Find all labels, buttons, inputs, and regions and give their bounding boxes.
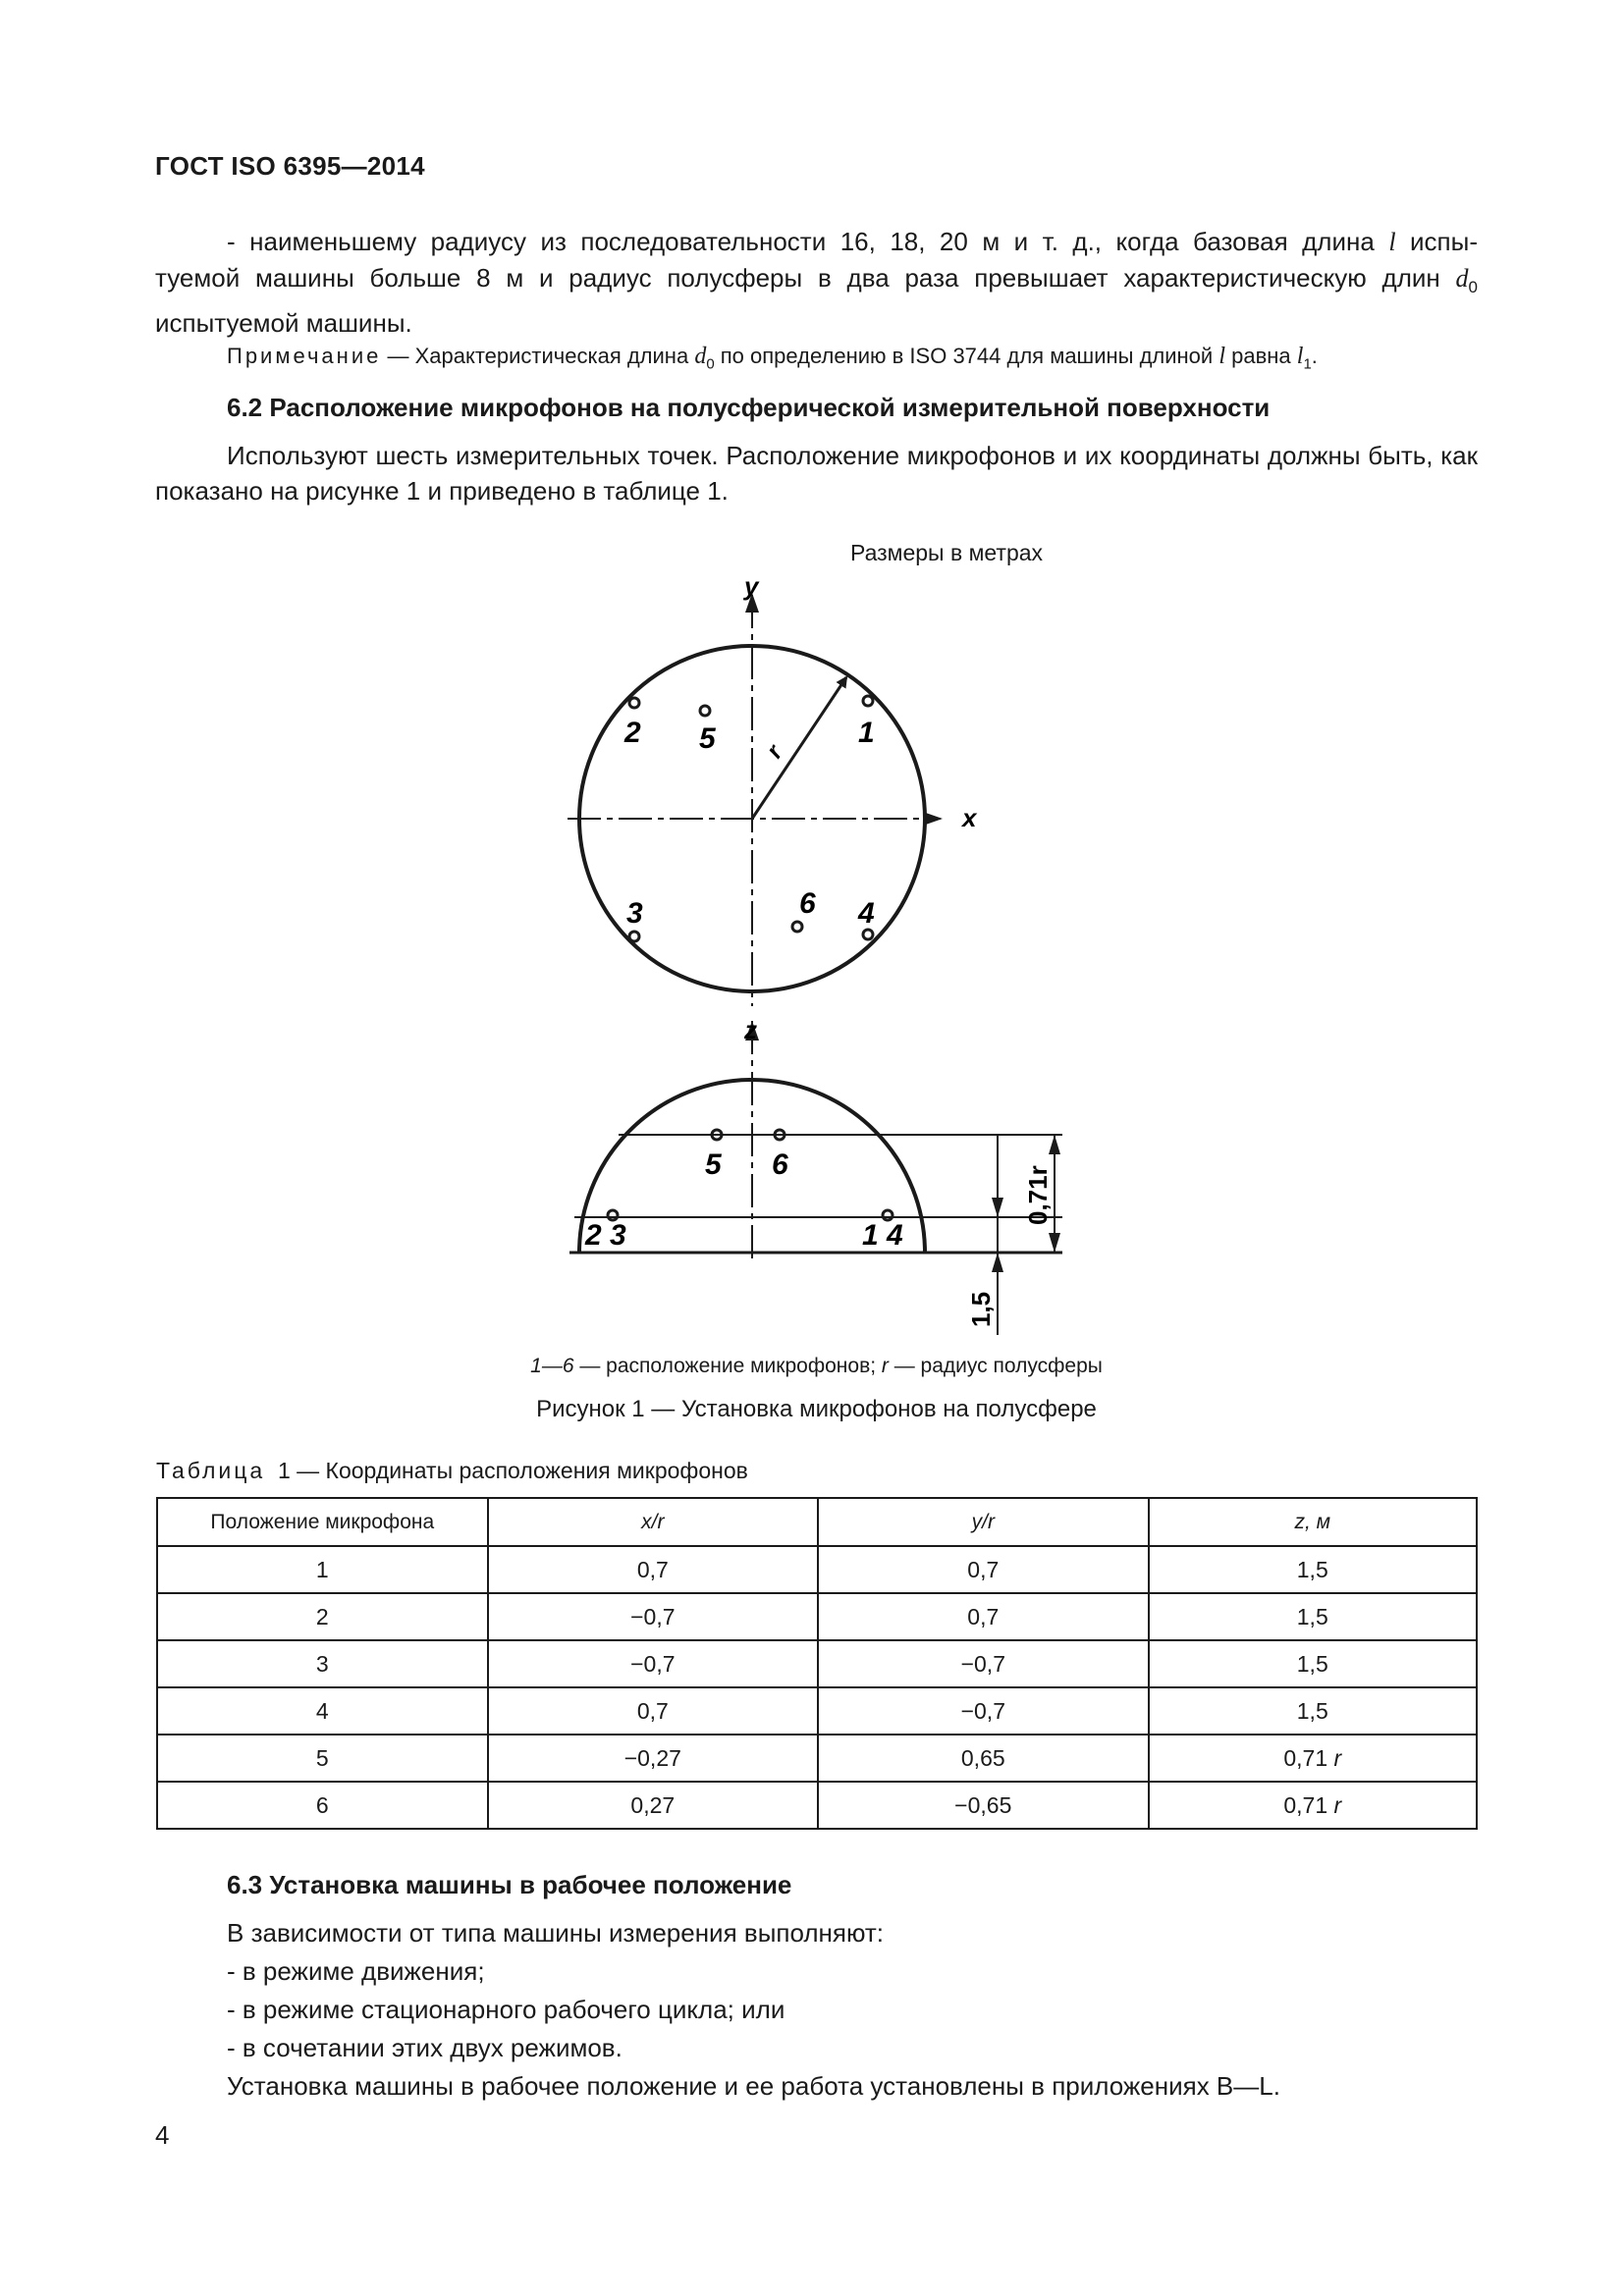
table-header: y/r bbox=[818, 1498, 1148, 1546]
page-number: 4 bbox=[155, 2120, 170, 2150]
dim-arrow-1-5-bottom bbox=[992, 1253, 1003, 1272]
dim-arrow-top bbox=[1049, 1135, 1060, 1154]
mic-label-6: 6 bbox=[799, 887, 816, 920]
list-item: - в сочетании этих двух режимов. bbox=[227, 2033, 623, 2062]
document-header: ГОСТ ISO 6395—2014 bbox=[155, 151, 425, 181]
dim-label-1-5: 1,5 bbox=[966, 1291, 996, 1327]
table-cell: 0,71 r bbox=[1149, 1735, 1477, 1782]
figure-dimensions-note: Размеры в метрах bbox=[850, 540, 1044, 565]
mic-point-1 bbox=[863, 696, 873, 706]
mic-point-2 bbox=[629, 698, 639, 708]
side-view bbox=[569, 1015, 1062, 1335]
table-cell: 1,5 bbox=[1149, 1687, 1477, 1735]
table-caption: Таблица 1 — Координаты расположения микрофонов bbox=[156, 1458, 748, 1483]
table-row bbox=[157, 1687, 1477, 1735]
mic-label-1: 1 bbox=[858, 717, 875, 749]
table-row bbox=[157, 1735, 1477, 1782]
x-axis-label: x bbox=[962, 803, 977, 832]
dim-label-0-71r: 0,71r bbox=[1023, 1165, 1053, 1225]
table-cell: 0,65 bbox=[818, 1735, 1148, 1782]
table-row bbox=[157, 1546, 1477, 1593]
mic-label-2: 2 bbox=[624, 717, 641, 749]
z-axis-label: z bbox=[744, 1015, 757, 1044]
section-6-3-lead: В зависимости от типа машины измерения выполняют: bbox=[227, 1918, 885, 1948]
table-cell: −0,7 bbox=[488, 1593, 818, 1640]
section-6-3-title: 6.3 Установка машины в рабочее положение bbox=[227, 1870, 792, 1899]
table-row bbox=[157, 1640, 1477, 1687]
table-cell: 4 bbox=[157, 1687, 488, 1735]
side-label-5: 5 bbox=[705, 1148, 722, 1181]
mic-point-5 bbox=[700, 706, 710, 716]
table-cell: 0,7 bbox=[488, 1687, 818, 1735]
table-cell: 3 bbox=[157, 1640, 488, 1687]
mic-point-4 bbox=[863, 930, 873, 939]
table-cell: −0,27 bbox=[488, 1735, 818, 1782]
table-cell: −0,7 bbox=[818, 1640, 1148, 1687]
note-label: Примечание bbox=[227, 344, 382, 368]
table-cell: −0,7 bbox=[488, 1640, 818, 1687]
mic-point-3 bbox=[629, 932, 639, 941]
list-item: - в режиме движения; bbox=[227, 1956, 485, 1986]
table-header: z, м bbox=[1149, 1498, 1477, 1546]
table-cell: 0,7 bbox=[488, 1546, 818, 1593]
mic-label-4: 4 bbox=[858, 897, 875, 930]
table-row bbox=[157, 1593, 1477, 1640]
side-label-1-4: 1 4 bbox=[862, 1219, 903, 1252]
section-6-3-closing: Установка машины в рабочее положение и ее работа установлены в приложениях B—L. bbox=[227, 2071, 1280, 2101]
section-6-3-body bbox=[227, 1914, 1280, 2106]
table-cell: −0,65 bbox=[818, 1782, 1148, 1829]
top-view bbox=[568, 571, 978, 1006]
side-label-6: 6 bbox=[772, 1148, 788, 1181]
table-cell: 6 bbox=[157, 1782, 488, 1829]
radius-label: r bbox=[761, 740, 788, 764]
table-cell: −0,7 bbox=[818, 1687, 1148, 1735]
mic-point-6 bbox=[792, 922, 802, 932]
dim-arrow-1-5-top bbox=[992, 1198, 1003, 1217]
intro-line-1: - наименьшему радиусу из последовательности 16, 18, 20 м и т. д., когда базовая длина l испы- bbox=[227, 227, 1478, 256]
table-cell: 1,5 bbox=[1149, 1593, 1477, 1640]
dim-arrow-bottom bbox=[1049, 1233, 1060, 1253]
x-axis-arrow bbox=[923, 812, 943, 826]
y-axis-label: y bbox=[744, 571, 759, 601]
figure-caption: Рисунок 1 — Установка микрофонов на полусфере bbox=[536, 1396, 1097, 1422]
section-6-2-title: 6.2 Расположение микрофонов на полусферической измерительной поверхности bbox=[227, 393, 1271, 422]
table-cell: 0,71 r bbox=[1149, 1782, 1477, 1829]
intro-line-3: испытуемой машины. bbox=[155, 308, 412, 339]
table-cell: 1 bbox=[157, 1546, 488, 1593]
side-label-2-3: 2 3 bbox=[585, 1219, 626, 1252]
section-6-2-body: Используют шесть измерительных точек. Расположение микрофонов и их координаты должны быть, как показано на рисунке 1 и приведено в таблице 1. bbox=[155, 441, 1478, 506]
table-row bbox=[157, 1782, 1477, 1829]
table-header-row bbox=[157, 1498, 1477, 1546]
coordinates-table bbox=[156, 1497, 1478, 1830]
table-cell: 0,27 bbox=[488, 1782, 818, 1829]
table-header: Положение микрофона bbox=[157, 1498, 488, 1546]
table-cell: 2 bbox=[157, 1593, 488, 1640]
table-cell: 0,7 bbox=[818, 1593, 1148, 1640]
mic-label-3: 3 bbox=[626, 897, 643, 930]
note: Примечание — Характеристическая длина $d_0$ по определению в ISO 3744 для машины длиной l равна $l_1$. bbox=[227, 344, 1318, 373]
intro-line-2: туемой машины больше 8 м и радиус полусферы в два раза превышает характеристическую длин $d_0$ bbox=[155, 263, 1478, 297]
table-cell: 0,7 bbox=[818, 1546, 1148, 1593]
mic-label-5: 5 bbox=[699, 722, 716, 755]
table-cell: 1,5 bbox=[1149, 1640, 1477, 1687]
table-cell: 5 bbox=[157, 1735, 488, 1782]
table-header: x/r bbox=[488, 1498, 818, 1546]
list-item: - в режиме стационарного рабочего цикла; или bbox=[227, 1995, 785, 2024]
figure-legend: 1—6 — расположение микрофонов; r — радиус полусферы bbox=[530, 1355, 1103, 1377]
table-cell: 1,5 bbox=[1149, 1546, 1477, 1593]
